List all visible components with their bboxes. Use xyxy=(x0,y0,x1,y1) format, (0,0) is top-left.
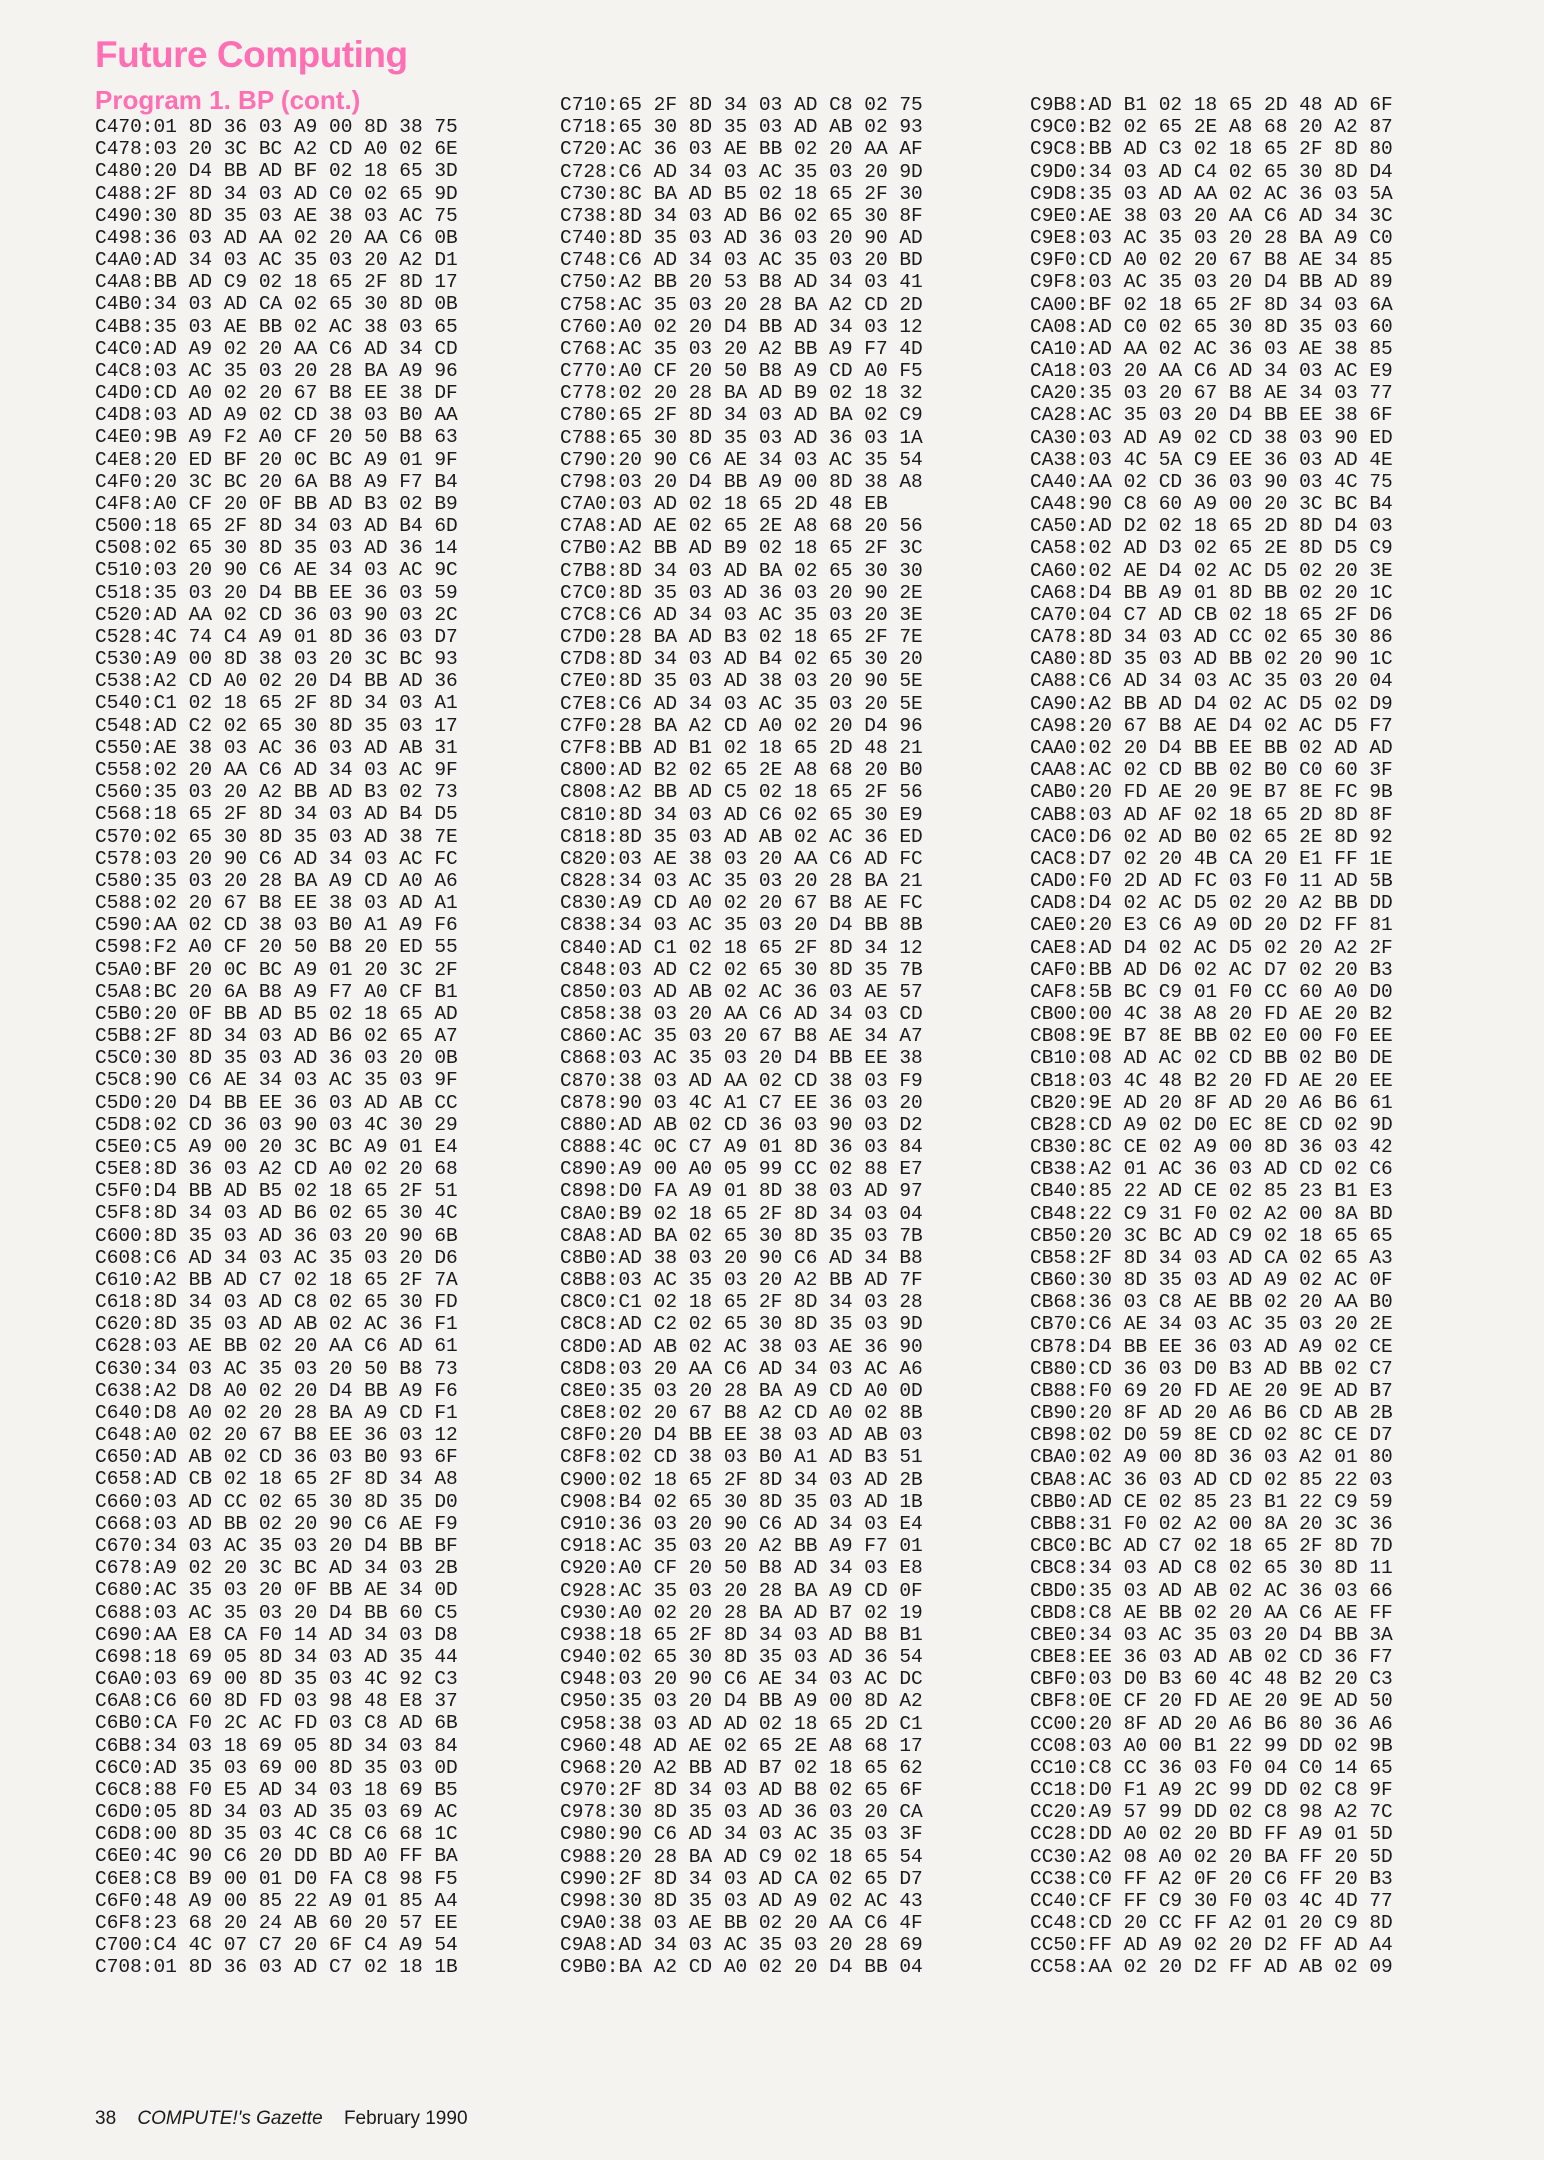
listing-line: C9B8:AD B1 02 18 65 2D 48 AD 6F xyxy=(1030,94,1393,116)
listing-line: CB28:CD A9 02 D0 EC 8E CD 02 9D xyxy=(1030,1113,1393,1136)
listing-line: CB18:03 4C 48 B2 20 FD AE 20 EE xyxy=(1030,1069,1393,1092)
listing-line: C798:03 20 D4 BB A9 00 8D 38 A8 xyxy=(560,470,923,493)
listing-line: CC40:CF FF C9 30 F0 03 4C 4D 77 xyxy=(1030,1889,1393,1912)
listing-line: C530:A9 00 8D 38 03 20 3C BC 93 xyxy=(95,648,458,671)
listing-line: C700:C4 4C 07 C7 20 6F C4 A9 54 xyxy=(95,1934,458,1957)
listing-line: CB08:9E B7 8E BB 02 E0 00 F0 EE xyxy=(1030,1025,1393,1048)
listing-line: C548:AD C2 02 65 30 8D 35 03 17 xyxy=(95,714,458,737)
listing-line: C8A0:B9 02 18 65 2F 8D 34 03 04 xyxy=(560,1202,923,1225)
listing-line: CB70:C6 AE 34 03 AC 35 03 20 2E xyxy=(1030,1313,1393,1336)
listing-line: CAA0:02 20 D4 BB EE BB 02 AD AD xyxy=(1030,736,1393,759)
listing-line: CB38:A2 01 AC 36 03 AD CD 02 C6 xyxy=(1030,1158,1393,1181)
listing-line: C7B0:A2 BB AD B9 02 18 65 2F 3C xyxy=(560,537,923,560)
listing-line: C788:65 30 8D 35 03 AD 36 03 1A xyxy=(560,426,923,449)
listing-line: CB98:02 D0 59 8E CD 02 8C CE D7 xyxy=(1030,1424,1393,1447)
listing-line: CA58:02 AD D3 02 65 2E 8D D5 C9 xyxy=(1030,537,1393,560)
listing-line: C5C0:30 8D 35 03 AD 36 03 20 0B xyxy=(95,1047,458,1070)
listing-line: C5F0:D4 BB AD B5 02 18 65 2F 51 xyxy=(95,1180,458,1203)
listing-line: C900:02 18 65 2F 8D 34 03 AD 2B xyxy=(560,1468,923,1491)
listing-line: C8B8:03 AC 35 03 20 A2 BB AD 7F xyxy=(560,1269,923,1292)
listing-line: CC50:FF AD A9 02 20 D2 FF AD A4 xyxy=(1030,1934,1393,1957)
listing-column-1 xyxy=(95,116,458,1978)
listing-line: CC18:D0 F1 A9 2C 99 DD 02 C8 9F xyxy=(1030,1779,1393,1802)
listing-line: C640:D8 A0 02 20 28 BA A9 CD F1 xyxy=(95,1401,458,1424)
listing-line: CB00:00 4C 38 A8 20 FD AE 20 B2 xyxy=(1030,1003,1393,1026)
listing-line: C9F8:03 AC 35 03 20 D4 BB AD 89 xyxy=(1030,271,1393,294)
listing-line: C4F8:A0 CF 20 0F BB AD B3 02 B9 xyxy=(95,492,458,515)
listing-line: C7D0:28 BA AD B3 02 18 65 2F 7E xyxy=(560,626,923,649)
listing-line: C628:03 AE BB 02 20 AA C6 AD 61 xyxy=(95,1335,458,1358)
listing-line: C6C8:88 F0 E5 AD 34 03 18 69 B5 xyxy=(95,1778,458,1801)
listing-line: C920:A0 CF 20 50 B8 AD 34 03 E8 xyxy=(560,1557,923,1580)
listing-line: C9C8:BB AD C3 02 18 65 2F 8D 80 xyxy=(1030,138,1393,161)
listing-line: C638:A2 D8 A0 02 20 D4 BB A9 F6 xyxy=(95,1379,458,1402)
listing-line: CAE0:20 E3 C6 A9 0D 20 D2 FF 81 xyxy=(1030,914,1393,937)
listing-line: C860:AC 35 03 20 67 B8 AE 34 A7 xyxy=(560,1025,923,1048)
listing-line: C878:90 03 4C A1 C7 EE 36 03 20 xyxy=(560,1091,923,1114)
listing-line: C750:A2 BB 20 53 B8 AD 34 03 41 xyxy=(560,271,923,294)
listing-line: C660:03 AD CC 02 65 30 8D 35 D0 xyxy=(95,1490,458,1513)
listing-line: CBE0:34 03 AC 35 03 20 D4 BB 3A xyxy=(1030,1623,1393,1646)
listing-line: C6A0:03 69 00 8D 35 03 4C 92 C3 xyxy=(95,1668,458,1691)
listing-line: C4E0:9B A9 F2 A0 CF 20 50 B8 63 xyxy=(95,426,458,449)
listing-line: CC58:AA 02 20 D2 FF AD AB 02 09 xyxy=(1030,1956,1393,1979)
listing-line: CAC0:D6 02 AD B0 02 65 2E 8D 92 xyxy=(1030,825,1393,848)
listing-line: C838:34 03 AC 35 03 20 D4 BB 8B xyxy=(560,914,923,937)
listing-line: C680:AC 35 03 20 0F BB AE 34 0D xyxy=(95,1579,458,1602)
listing-line: C558:02 20 AA C6 AD 34 03 AC 9F xyxy=(95,758,458,781)
listing-line: C6B0:CA F0 2C AC FD 03 C8 AD 6B xyxy=(95,1712,458,1735)
listing-line: C5E8:8D 36 03 A2 CD A0 02 20 68 xyxy=(95,1158,458,1181)
listing-line: C770:A0 CF 20 50 B8 A9 CD A0 F5 xyxy=(560,360,923,383)
listing-line: C870:38 03 AD AA 02 CD 38 03 F9 xyxy=(560,1069,923,1092)
listing-line: C6A8:C6 60 8D FD 03 98 48 E8 37 xyxy=(95,1690,458,1713)
listing-line: C9A0:38 03 AE BB 02 20 AA C6 4F xyxy=(560,1912,923,1935)
listing-line: CBB8:31 F0 02 A2 00 8A 20 3C 36 xyxy=(1030,1513,1393,1535)
listing-line: C890:A9 00 A0 05 99 CC 02 88 E7 xyxy=(560,1158,923,1181)
listing-line: CB48:22 C9 31 F0 02 A2 00 8A BD xyxy=(1030,1202,1393,1225)
listing-line: CBF8:0E CF 20 FD AE 20 9E AD 50 xyxy=(1030,1690,1393,1713)
listing-line: C488:2F 8D 34 03 AD C0 02 65 9D xyxy=(95,182,458,205)
listing-line: C630:34 03 AC 35 03 20 50 B8 73 xyxy=(95,1357,458,1380)
listing-line: C478:03 20 3C BC A2 CD A0 02 6E xyxy=(95,138,458,161)
listing-line: C510:03 20 90 C6 AE 34 03 AC 9C xyxy=(95,559,458,582)
listing-line: CBF0:03 D0 B3 60 4C 48 B2 20 C3 xyxy=(1030,1668,1393,1691)
listing-line: C600:8D 35 03 AD 36 03 20 90 6B xyxy=(95,1224,458,1247)
listing-line: C6F8:23 68 20 24 AB 60 20 57 EE xyxy=(95,1911,458,1934)
listing-line: C828:34 03 AC 35 03 20 28 BA 21 xyxy=(560,870,923,893)
issue-date: February 1990 xyxy=(343,2108,468,2129)
listing-line: C540:C1 02 18 65 2F 8D 34 03 A1 xyxy=(95,692,458,715)
listing-line: C520:AD AA 02 CD 36 03 90 03 2C xyxy=(95,603,458,626)
listing-line: C4A0:AD 34 03 AC 35 03 20 A2 D1 xyxy=(95,249,458,272)
listing-line: C888:4C 0C C7 A9 01 8D 36 03 84 xyxy=(560,1136,923,1159)
listing-line: CA08:AD C0 02 65 30 8D 35 03 60 xyxy=(1030,315,1393,338)
listing-line: CC08:03 A0 00 B1 22 99 DD 02 9B xyxy=(1030,1734,1393,1757)
listing-line: C6D0:05 8D 34 03 AD 35 03 69 AC xyxy=(95,1801,458,1824)
listing-line: C6D8:00 8D 35 03 4C C8 C6 68 1C xyxy=(95,1823,458,1846)
listing-line: C858:38 03 20 AA C6 AD 34 03 CD xyxy=(560,1003,923,1026)
listing-line: CB68:36 03 C8 AE BB 02 20 AA B0 xyxy=(1030,1291,1393,1314)
listing-line: C698:18 69 05 8D 34 03 AD 35 44 xyxy=(95,1645,458,1668)
listing-line: C918:AC 35 03 20 A2 BB A9 F7 01 xyxy=(560,1535,923,1558)
listing-line: CAC8:D7 02 20 4B CA 20 E1 FF 1E xyxy=(1030,847,1393,870)
listing-line: C8F8:02 CD 38 03 B0 A1 AD B3 51 xyxy=(560,1446,923,1469)
listing-line: CA60:02 AE D4 02 AC D5 02 20 3E xyxy=(1030,559,1393,582)
listing-line: CB80:CD 36 03 D0 B3 AD BB 02 C7 xyxy=(1030,1357,1393,1380)
listing-line: CAD8:D4 02 AC D5 02 20 A2 BB DD xyxy=(1030,892,1393,915)
listing-line: C6C0:AD 35 03 69 00 8D 35 03 0D xyxy=(95,1756,458,1779)
listing-line: CA20:35 03 20 67 B8 AE 34 03 77 xyxy=(1030,382,1393,405)
listing-line: C648:A0 02 20 67 B8 EE 36 03 12 xyxy=(95,1424,458,1447)
listing-line: C9D0:34 03 AD C4 02 65 30 8D D4 xyxy=(1030,160,1393,183)
listing-line: C780:65 2F 8D 34 03 AD BA 02 C9 xyxy=(560,404,923,427)
listing-line: C4D0:CD A0 02 20 67 B8 EE 38 DF xyxy=(95,382,458,405)
listing-line: C7E0:8D 35 03 AD 38 03 20 90 5E xyxy=(560,670,923,693)
listing-line: CA30:03 AD A9 02 CD 38 03 90 ED xyxy=(1030,426,1393,449)
listing-line: CA38:03 4C 5A C9 EE 36 03 AD 4E xyxy=(1030,448,1393,471)
listing-line: C8C8:AD C2 02 65 30 8D 35 03 9D xyxy=(560,1313,923,1336)
listing-line: C790:20 90 C6 AE 34 03 AC 35 54 xyxy=(560,448,923,471)
listing-line: CA00:BF 02 18 65 2F 8D 34 03 6A xyxy=(1030,293,1393,316)
listing-line: C8E0:35 03 20 28 BA A9 CD A0 0D xyxy=(560,1379,923,1402)
listing-line: C6E0:4C 90 C6 20 DD BD A0 FF BA xyxy=(95,1845,458,1868)
listing-line: CBD8:C8 AE BB 02 20 AA C6 AE FF xyxy=(1030,1601,1393,1624)
listing-line: CB40:85 22 AD CE 02 85 23 B1 E3 xyxy=(1030,1180,1393,1203)
listing-line: C7A8:AD AE 02 65 2E A8 68 20 56 xyxy=(560,515,923,538)
listing-line: CB10:08 AD AC 02 CD BB 02 B0 DE xyxy=(1030,1047,1393,1070)
listing-line: CB58:2F 8D 34 03 AD CA 02 65 A3 xyxy=(1030,1246,1393,1269)
listing-line: CC48:CD 20 CC FF A2 01 20 C9 8D xyxy=(1030,1912,1393,1935)
listing-line: C490:30 8D 35 03 AE 38 03 AC 75 xyxy=(95,204,458,227)
listing-line: C620:8D 35 03 AD AB 02 AC 36 F1 xyxy=(95,1313,458,1336)
listing-line: CB60:30 8D 35 03 AD A9 02 AC 0F xyxy=(1030,1269,1393,1292)
listing-line: CBC8:34 03 AD C8 02 65 30 8D 11 xyxy=(1030,1557,1393,1580)
listing-line: C7F0:28 BA A2 CD A0 02 20 D4 96 xyxy=(560,714,923,737)
listing-line: C8B0:AD 38 03 20 90 C6 AD 34 B8 xyxy=(560,1246,923,1269)
page-number: 38 xyxy=(95,2108,117,2129)
listing-line: C610:A2 BB AD C7 02 18 65 2F 7A xyxy=(95,1268,458,1291)
listing-line: CA18:03 20 AA C6 AD 34 03 AC E9 xyxy=(1030,360,1393,383)
listing-column-2 xyxy=(560,94,923,1979)
listing-line: CAB0:20 FD AE 20 9E B7 8E FC 9B xyxy=(1030,781,1393,804)
listing-line: C948:03 20 90 C6 AE 34 03 AC DC xyxy=(560,1668,923,1691)
listing-line: CA68:D4 BB A9 01 8D BB 02 20 1C xyxy=(1030,581,1393,604)
section-title: Future Computing xyxy=(95,34,408,75)
listing-line: C7F8:BB AD B1 02 18 65 2D 48 21 xyxy=(560,736,923,759)
listing-line: C8A8:AD BA 02 65 30 8D 35 03 7B xyxy=(560,1224,923,1247)
listing-line: C778:02 20 28 BA AD B9 02 18 32 xyxy=(560,382,923,405)
listing-line: CB88:F0 69 20 FD AE 20 9E AD B7 xyxy=(1030,1379,1393,1402)
listing-line: C678:A9 02 20 3C BC AD 34 03 2B xyxy=(95,1557,458,1580)
listing-line: CAE8:AD D4 02 AC D5 02 20 A2 2F xyxy=(1030,936,1393,959)
listing-line: C880:AD AB 02 CD 36 03 90 03 D2 xyxy=(560,1113,923,1136)
listing-line: C9B0:BA A2 CD A0 02 20 D4 BB 04 xyxy=(560,1956,923,1979)
listing-line: C728:C6 AD 34 03 AC 35 03 20 9D xyxy=(560,160,923,183)
listing-line: C940:02 65 30 8D 35 03 AD 36 54 xyxy=(560,1646,923,1669)
listing-line: C910:36 03 20 90 C6 AD 34 03 E4 xyxy=(560,1513,923,1535)
page-footer xyxy=(95,2108,484,2130)
listing-line: CA70:04 C7 AD CB 02 18 65 2F D6 xyxy=(1030,603,1393,626)
listing-line: C9C0:B2 02 65 2E A8 68 20 A2 87 xyxy=(1030,116,1393,139)
listing-line: C5B0:20 0F BB AD B5 02 18 65 AD xyxy=(95,1002,458,1025)
listing-line: C808:A2 BB AD C5 02 18 65 2F 56 xyxy=(560,781,923,804)
listing-line: C550:AE 38 03 AC 36 03 AD AB 31 xyxy=(95,736,458,759)
listing-line: C5A8:BC 20 6A B8 A9 F7 A0 CF B1 xyxy=(95,980,458,1003)
listing-line: C4B8:35 03 AE BB 02 AC 38 03 65 xyxy=(95,315,458,338)
listing-line: C968:20 A2 BB AD B7 02 18 65 62 xyxy=(560,1756,923,1779)
listing-line: C928:AC 35 03 20 28 BA A9 CD 0F xyxy=(560,1579,923,1602)
listing-line: CAD0:F0 2D AD FC 03 F0 11 AD 5B xyxy=(1030,870,1393,893)
listing-line: C650:AD AB 02 CD 36 03 B0 93 6F xyxy=(95,1446,458,1469)
listing-line: C4F0:20 3C BC 20 6A B8 A9 F7 B4 xyxy=(95,470,458,493)
listing-line: C708:01 8D 36 03 AD C7 02 18 1B xyxy=(95,1956,458,1979)
listing-line: C618:8D 34 03 AD C8 02 65 30 FD xyxy=(95,1291,458,1314)
listing-line: C608:C6 AD 34 03 AC 35 03 20 D6 xyxy=(95,1246,458,1269)
listing-line: C848:03 AD C2 02 65 30 8D 35 7B xyxy=(560,958,923,981)
listing-line: C8D8:03 20 AA C6 AD 34 03 AC A6 xyxy=(560,1357,923,1380)
listing-line: CA28:AC 35 03 20 D4 BB EE 38 6F xyxy=(1030,404,1393,427)
listing-line: CA40:AA 02 CD 36 03 90 03 4C 75 xyxy=(1030,470,1393,493)
listing-line: C898:D0 FA A9 01 8D 38 03 AD 97 xyxy=(560,1180,923,1203)
listing-line: C830:A9 CD A0 02 20 67 B8 AE FC xyxy=(560,892,923,915)
listing-line: C960:48 AD AE 02 65 2E A8 68 17 xyxy=(560,1734,923,1757)
listing-line: CAB8:03 AD AF 02 18 65 2D 8D 8F xyxy=(1030,803,1393,826)
listing-line: C840:AD C1 02 18 65 2F 8D 34 12 xyxy=(560,936,923,959)
listing-line: C748:C6 AD 34 03 AC 35 03 20 BD xyxy=(560,249,923,272)
listing-line: C4D8:03 AD A9 02 CD 38 03 B0 AA xyxy=(95,404,458,427)
listing-line: C578:03 20 90 C6 AD 34 03 AC FC xyxy=(95,847,458,870)
listing-line: C7E8:C6 AD 34 03 AC 35 03 20 5E xyxy=(560,692,923,715)
listing-line: C570:02 65 30 8D 35 03 AD 38 7E xyxy=(95,825,458,848)
listing-line: CBC0:BC AD C7 02 18 65 2F 8D 7D xyxy=(1030,1535,1393,1558)
listing-line: C470:01 8D 36 03 A9 00 8D 38 75 xyxy=(95,116,458,138)
listing-line: C820:03 AE 38 03 20 AA C6 AD FC xyxy=(560,847,923,870)
listing-line: C720:AC 36 03 AE BB 02 20 AA AF xyxy=(560,138,923,161)
listing-line: CBA8:AC 36 03 AD CD 02 85 22 03 xyxy=(1030,1468,1393,1491)
listing-line: C9A8:AD 34 03 AC 35 03 20 28 69 xyxy=(560,1934,923,1957)
listing-line: C9F0:CD A0 02 20 67 B8 AE 34 85 xyxy=(1030,249,1393,272)
listing-line: C7D8:8D 34 03 AD B4 02 65 30 20 xyxy=(560,648,923,671)
listing-line: C480:20 D4 BB AD BF 02 18 65 3D xyxy=(95,160,458,183)
listing-line: CB20:9E AD 20 8F AD 20 A6 B6 61 xyxy=(1030,1091,1393,1114)
listing-line: C528:4C 74 C4 A9 01 8D 36 03 D7 xyxy=(95,625,458,648)
listing-line: C6E8:C8 B9 00 01 D0 FA C8 98 F5 xyxy=(95,1867,458,1890)
listing-line: CC38:C0 FF A2 0F 20 C6 FF 20 B3 xyxy=(1030,1867,1393,1890)
listing-line: C6B8:34 03 18 69 05 8D 34 03 84 xyxy=(95,1734,458,1757)
listing-line: C588:02 20 67 B8 EE 38 03 AD A1 xyxy=(95,892,458,915)
listing-line: CC10:C8 CC 36 03 F0 04 C0 14 65 xyxy=(1030,1756,1393,1779)
listing-line: C4C8:03 AC 35 03 20 28 BA A9 96 xyxy=(95,359,458,382)
listing-line: C810:8D 34 03 AD C6 02 65 30 E9 xyxy=(560,803,923,826)
listing-line: CA98:20 67 B8 AE D4 02 AC D5 F7 xyxy=(1030,714,1393,737)
listing-line: C508:02 65 30 8D 35 03 AD 36 14 xyxy=(95,537,458,560)
listing-line: C5B8:2F 8D 34 03 AD B6 02 65 A7 xyxy=(95,1025,458,1048)
listing-line: C9E8:03 AC 35 03 20 28 BA A9 C0 xyxy=(1030,227,1393,250)
listing-line: CBE8:EE 36 03 AD AB 02 CD 36 F7 xyxy=(1030,1646,1393,1669)
listing-line: CC00:20 8F AD 20 A6 B6 80 36 A6 xyxy=(1030,1712,1393,1735)
listing-line: CC28:DD A0 02 20 BD FF A9 01 5D xyxy=(1030,1823,1393,1846)
listing-line: C690:AA E8 CA F0 14 AD 34 03 D8 xyxy=(95,1623,458,1646)
listing-line: C560:35 03 20 A2 BB AD B3 02 73 xyxy=(95,781,458,804)
listing-line: CC30:A2 08 A0 02 20 BA FF 20 5D xyxy=(1030,1845,1393,1868)
listing-line: CB30:8C CE 02 A9 00 8D 36 03 42 xyxy=(1030,1136,1393,1159)
listing-line: C730:8C BA AD B5 02 18 65 2F 30 xyxy=(560,182,923,205)
listing-line: C740:8D 35 03 AD 36 03 20 90 AD xyxy=(560,227,923,250)
listing-line: C868:03 AC 35 03 20 D4 BB EE 38 xyxy=(560,1047,923,1070)
listing-line: C958:38 03 AD AD 02 18 65 2D C1 xyxy=(560,1712,923,1735)
listing-line: CA80:8D 35 03 AD BB 02 20 90 1C xyxy=(1030,648,1393,671)
listing-line: C710:65 2F 8D 34 03 AD C8 02 75 xyxy=(560,94,923,116)
listing-line: C938:18 65 2F 8D 34 03 AD B8 B1 xyxy=(560,1623,923,1646)
listing-line: CA78:8D 34 03 AD CC 02 65 30 86 xyxy=(1030,626,1393,649)
listing-line: CBA0:02 A9 00 8D 36 03 A2 01 80 xyxy=(1030,1446,1393,1469)
listing-line: C500:18 65 2F 8D 34 03 AD B4 6D xyxy=(95,515,458,538)
listing-line: C7B8:8D 34 03 AD BA 02 65 30 30 xyxy=(560,559,923,582)
listing-line: C950:35 03 20 D4 BB A9 00 8D A2 xyxy=(560,1690,923,1713)
listing-line: C980:90 C6 AD 34 03 AC 35 03 3F xyxy=(560,1823,923,1846)
magazine-name: COMPUTE!'s Gazette xyxy=(137,2108,323,2129)
listing-line: C580:35 03 20 28 BA A9 CD A0 A6 xyxy=(95,869,458,892)
program-title: Program 1. BP (cont.) xyxy=(95,85,361,115)
listing-line: C988:20 28 BA AD C9 02 18 65 54 xyxy=(560,1845,923,1868)
listing-line: C850:03 AD AB 02 AC 36 03 AE 57 xyxy=(560,980,923,1003)
listing-line: C598:F2 A0 CF 20 50 B8 20 ED 55 xyxy=(95,936,458,959)
listing-column-3 xyxy=(1030,94,1393,1979)
listing-line: C738:8D 34 03 AD B6 02 65 30 8F xyxy=(560,204,923,227)
listing-line: C658:AD CB 02 18 65 2F 8D 34 A8 xyxy=(95,1468,458,1491)
listing-line: C8D0:AD AB 02 AC 38 03 AE 36 90 xyxy=(560,1335,923,1358)
listing-line: CA48:90 C8 60 A9 00 20 3C BC B4 xyxy=(1030,493,1393,516)
listing-line: C718:65 30 8D 35 03 AD AB 02 93 xyxy=(560,116,923,139)
listing-line: C7C8:C6 AD 34 03 AC 35 03 20 3E xyxy=(560,603,923,626)
listing-line: C930:A0 02 20 28 BA AD B7 02 19 xyxy=(560,1601,923,1624)
listing-line: C990:2F 8D 34 03 AD CA 02 65 D7 xyxy=(560,1867,923,1890)
listing-line: C518:35 03 20 D4 BB EE 36 03 59 xyxy=(95,581,458,604)
listing-line: CAF8:5B BC C9 01 F0 CC 60 A0 D0 xyxy=(1030,980,1393,1003)
listing-line: C5D8:02 CD 36 03 90 03 4C 30 29 xyxy=(95,1113,458,1136)
listing-line: C4C0:AD A9 02 20 AA C6 AD 34 CD xyxy=(95,337,458,360)
listing-line: CA88:C6 AD 34 03 AC 35 03 20 04 xyxy=(1030,670,1393,693)
listing-line: CB78:D4 BB EE 36 03 AD A9 02 CE xyxy=(1030,1335,1393,1358)
listing-line: C9E0:AE 38 03 20 AA C6 AD 34 3C xyxy=(1030,204,1393,227)
listing-line: C978:30 8D 35 03 AD 36 03 20 CA xyxy=(560,1801,923,1824)
listing-line: C5D0:20 D4 BB EE 36 03 AD AB CC xyxy=(95,1091,458,1114)
listing-line: C8E8:02 20 67 B8 A2 CD A0 02 8B xyxy=(560,1402,923,1425)
listing-line: C688:03 AC 35 03 20 D4 BB 60 C5 xyxy=(95,1601,458,1624)
listing-line: CB50:20 3C BC AD C9 02 18 65 65 xyxy=(1030,1224,1393,1247)
listing-line: C7C0:8D 35 03 AD 36 03 20 90 2E xyxy=(560,581,923,604)
listing-line: CAF0:BB AD D6 02 AC D7 02 20 B3 xyxy=(1030,958,1393,981)
listing-line: C970:2F 8D 34 03 AD B8 02 65 6F xyxy=(560,1779,923,1802)
listing-line: C800:AD B2 02 65 2E A8 68 20 B0 xyxy=(560,759,923,782)
listing-line: C5C8:90 C6 AE 34 03 AC 35 03 9F xyxy=(95,1069,458,1092)
listing-line: C760:A0 02 20 D4 BB AD 34 03 12 xyxy=(560,315,923,338)
listing-line: C768:AC 35 03 20 A2 BB A9 F7 4D xyxy=(560,337,923,360)
listing-line: C498:36 03 AD AA 02 20 AA C6 0B xyxy=(95,226,458,249)
listing-line: C590:AA 02 CD 38 03 B0 A1 A9 F6 xyxy=(95,914,458,937)
listing-line: CA50:AD D2 02 18 65 2D 8D D4 03 xyxy=(1030,515,1393,538)
listing-line: C4B0:34 03 AD CA 02 65 30 8D 0B xyxy=(95,293,458,316)
listing-line: CBD0:35 03 AD AB 02 AC 36 03 66 xyxy=(1030,1579,1393,1602)
listing-line: C8C0:C1 02 18 65 2F 8D 34 03 28 xyxy=(560,1291,923,1314)
listing-line: C758:AC 35 03 20 28 BA A2 CD 2D xyxy=(560,293,923,316)
listing-line: CBB0:AD CE 02 85 23 B1 22 C9 59 xyxy=(1030,1490,1393,1513)
listing-line: CA90:A2 BB AD D4 02 AC D5 02 D9 xyxy=(1030,692,1393,715)
listing-line: C998:30 8D 35 03 AD A9 02 AC 43 xyxy=(560,1889,923,1912)
listing-line: C670:34 03 AC 35 03 20 D4 BB BF xyxy=(95,1535,458,1557)
listing-line: C4A8:BB AD C9 02 18 65 2F 8D 17 xyxy=(95,271,458,294)
listing-line: C5E0:C5 A9 00 20 3C BC A9 01 E4 xyxy=(95,1135,458,1158)
listing-line: C7A0:03 AD 02 18 65 2D 48 EB xyxy=(560,493,888,516)
listing-line: C9D8:35 03 AD AA 02 AC 36 03 5A xyxy=(1030,182,1393,205)
listing-line: C818:8D 35 03 AD AB 02 AC 36 ED xyxy=(560,825,923,848)
listing-line: CB90:20 8F AD 20 A6 B6 CD AB 2B xyxy=(1030,1402,1393,1425)
listing-line: C5F8:8D 34 03 AD B6 02 65 30 4C xyxy=(95,1202,458,1225)
listing-line: C5A0:BF 20 0C BC A9 01 20 3C 2F xyxy=(95,958,458,981)
listing-line: C538:A2 CD A0 02 20 D4 BB AD 36 xyxy=(95,670,458,693)
listing-line: C4E8:20 ED BF 20 0C BC A9 01 9F xyxy=(95,448,458,471)
listing-line: C908:B4 02 65 30 8D 35 03 AD 1B xyxy=(560,1490,923,1513)
listing-line: CA10:AD AA 02 AC 36 03 AE 38 85 xyxy=(1030,337,1393,360)
listing-line: C668:03 AD BB 02 20 90 C6 AE F9 xyxy=(95,1512,458,1535)
listing-line: C8F0:20 D4 BB EE 38 03 AD AB 03 xyxy=(560,1424,923,1447)
listing-line: CAA8:AC 02 CD BB 02 B0 C0 60 3F xyxy=(1030,759,1393,782)
listing-line: C568:18 65 2F 8D 34 03 AD B4 D5 xyxy=(95,803,458,826)
listing-line: CC20:A9 57 99 DD 02 C8 98 A2 7C xyxy=(1030,1801,1393,1824)
listing-line: C6F0:48 A9 00 85 22 A9 01 85 A4 xyxy=(95,1889,458,1912)
